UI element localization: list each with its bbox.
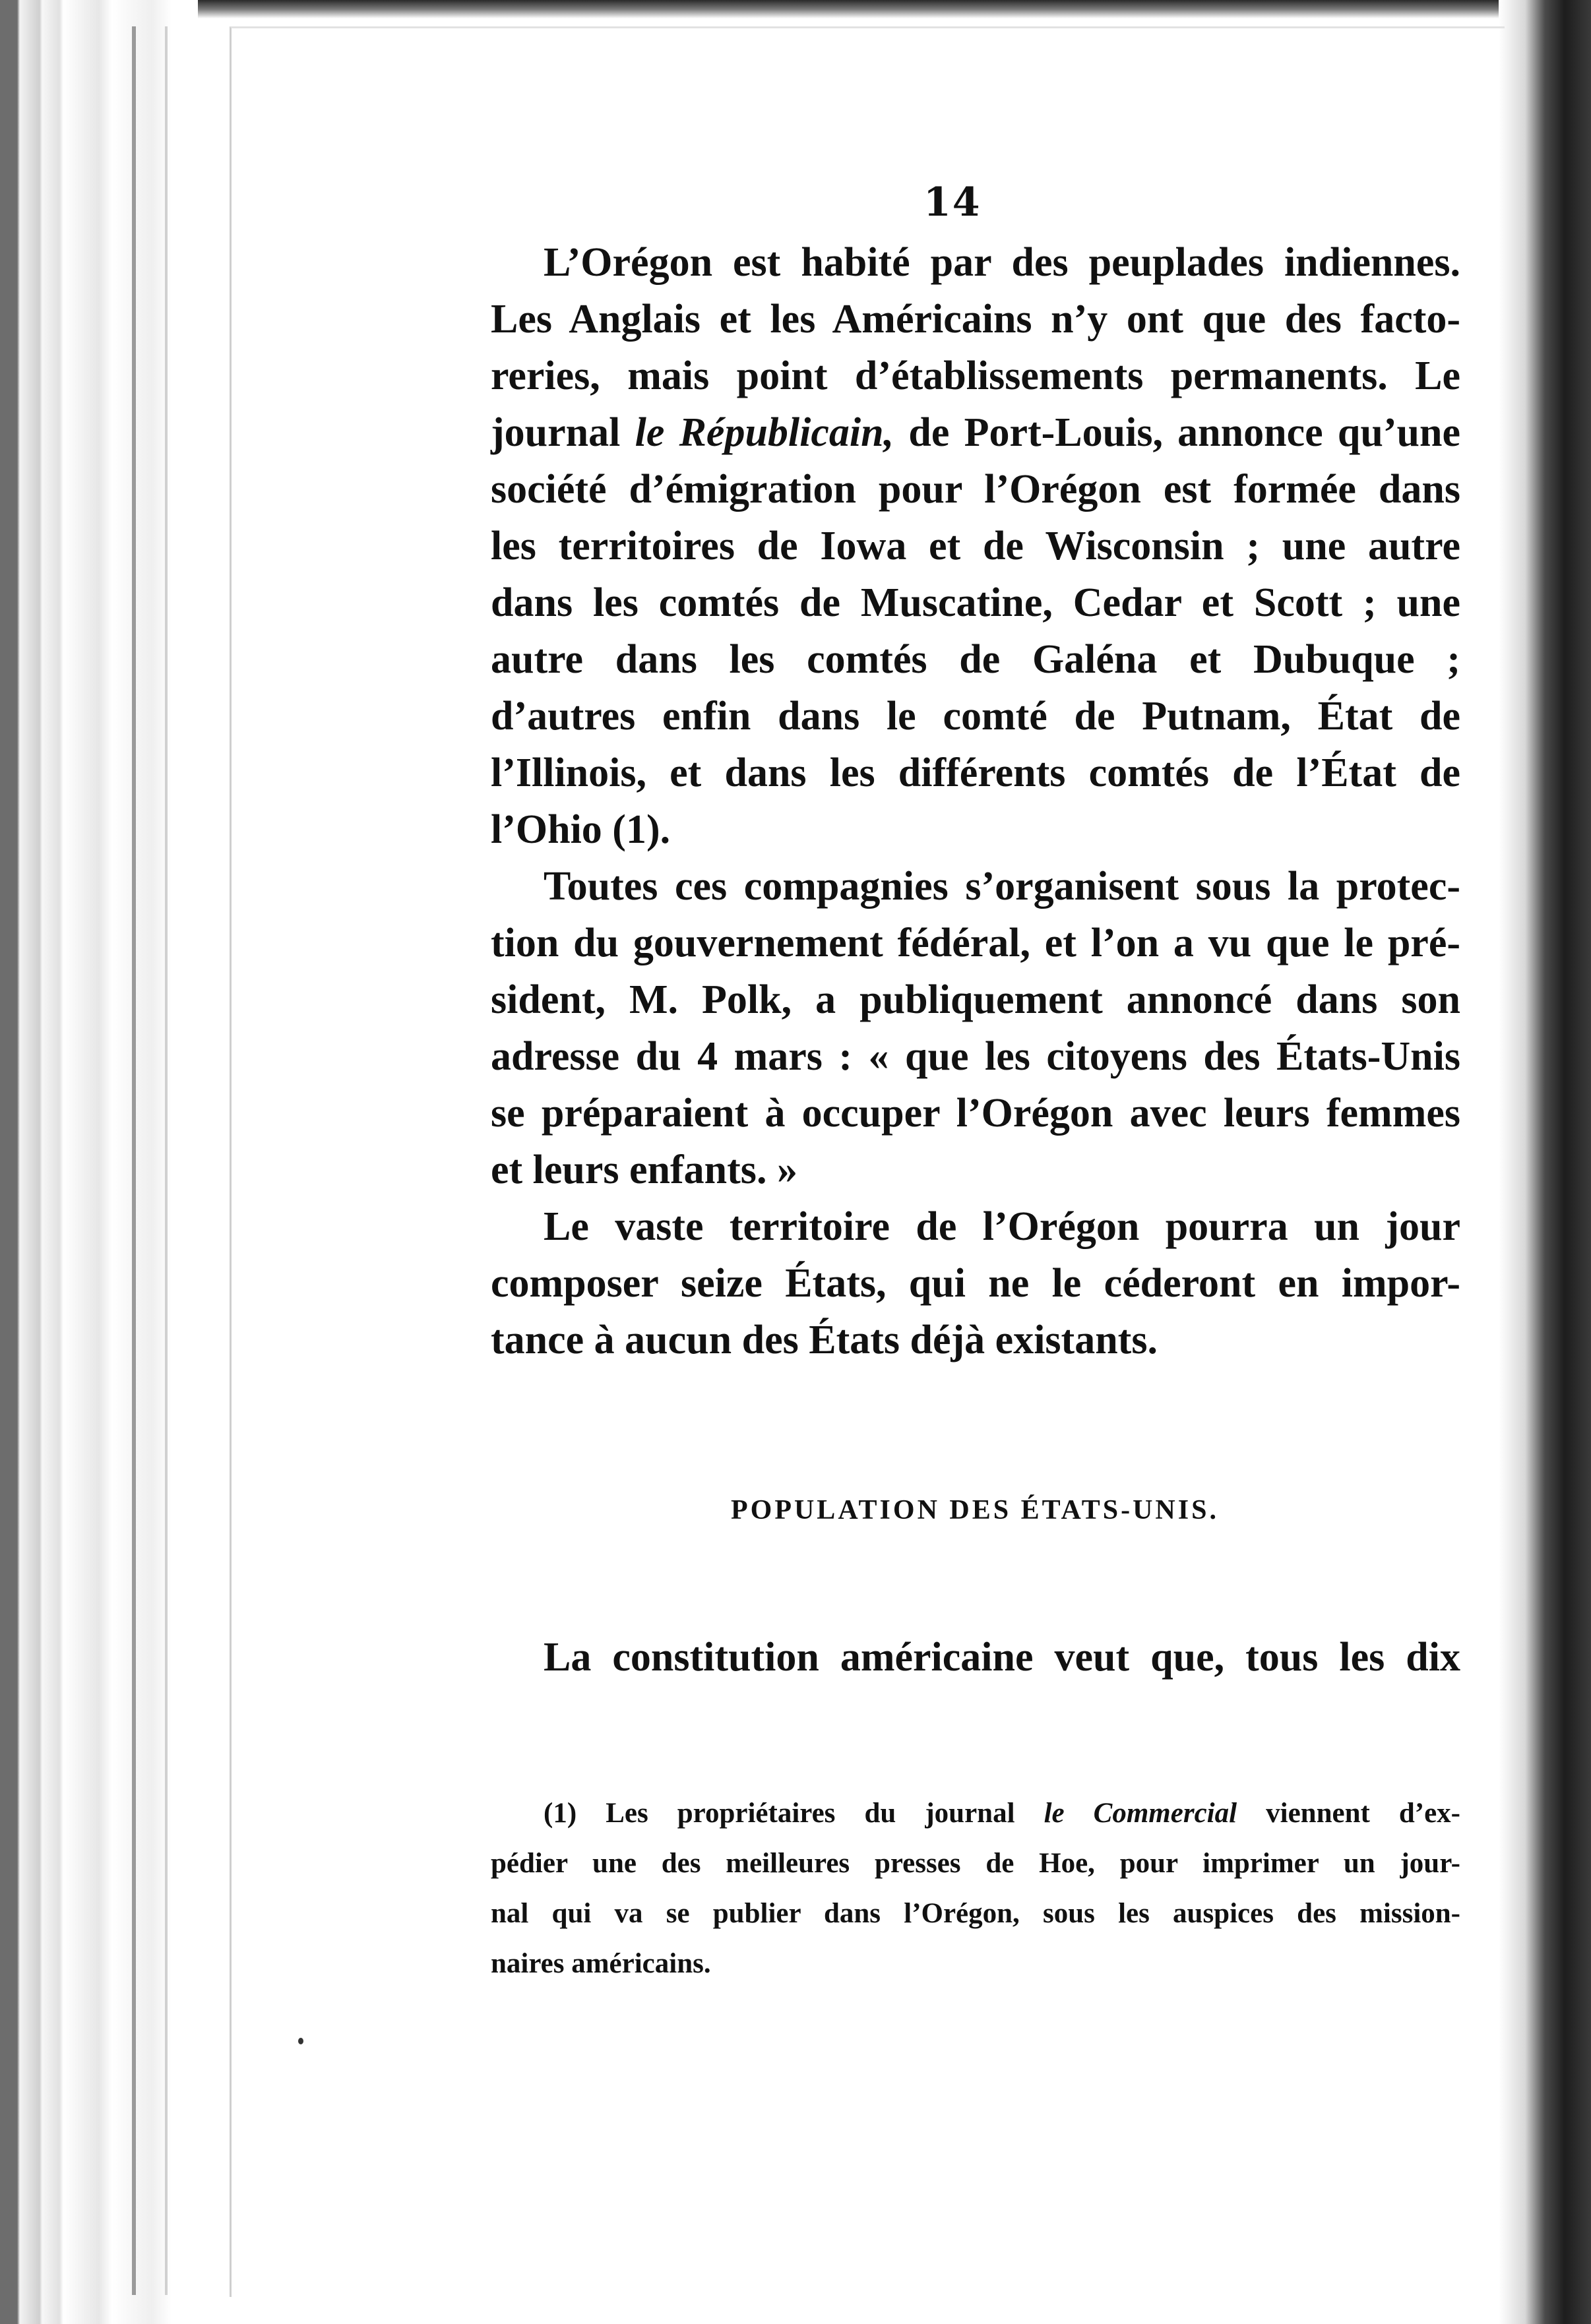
text-line: sident, M. Polk, a publiquement annoncé dans son [491,977,1460,1022]
text-line: et leurs enfants. » [491,1147,797,1192]
paragraph-4-text [491,1629,1460,1686]
text-line: Les Anglais et les Américains n’y ont que des facto- [491,297,1460,342]
text-line: d’autres enfin dans le comté de Putnam, État de [491,694,1460,739]
paragraph-2 [491,858,1460,1198]
section-heading: POPULATION DES ÉTATS-UNIS. [731,1495,1219,1525]
page-right-edge [1499,0,1591,2324]
ink-speck [298,2038,303,2044]
paragraph-3 [491,1198,1460,1368]
text-line: L’Orégon est habité par des peuplades indiennes. [544,240,1460,285]
text-line: Toutes ces compagnies s’organisent sous la protec- [544,864,1460,909]
footnote-line: pédier une des meilleures presses de Hoe, pour imprimer un jour- [491,1848,1460,1879]
text-line: composer seize États, qui ne le céderont en impor- [491,1261,1460,1306]
text-line: l’Illinois, et dans les différents comtés de l’État de [491,750,1460,795]
text-fragment: viennent d’ex- [1237,1798,1460,1829]
text-fragment: (1) Les propriétaires du journal [544,1798,1044,1829]
text-line: Le vaste territoire de l’Orégon pourra un jour [544,1204,1460,1249]
text-line-with-title [491,404,1460,461]
paragraph-1 [491,234,1460,858]
text-fragment: journal [491,410,635,455]
text-line: se préparaient à occuper l’Orégon avec leurs femmes [491,1091,1460,1136]
footnote [491,1789,1460,1989]
page-number: 14 [923,179,982,226]
text-line: tance à aucun des États déjà existants. [491,1318,1158,1362]
text-line: autre dans les comtés de Galéna et Dubuque ; [491,637,1460,682]
book-binding-edge [0,0,198,2324]
footnote-line: naires américains. [491,1948,711,1979]
text-line: dans les comtés de Muscatine, Cedar et Scott ; une [491,580,1460,625]
paragraph-4 [491,1629,1460,1686]
text-line: adresse du 4 mars : « que les citoyens des États-Unis [491,1034,1460,1079]
text-line: tion du gouvernement fédéral, et l’on a vu que le pré- [491,921,1460,965]
newspaper-title: le Républicain, [635,410,894,455]
text-line: les territoires de Iowa et de Wisconsin ; une autre [491,524,1460,568]
text-line: l’Ohio (1). [491,807,671,852]
footnote-line [491,1789,1460,1839]
text-fragment: de Port-Louis, annonce qu’une [894,410,1460,455]
text-line: reries, mais point d’établissements permanents. Le [491,353,1460,398]
body-text [491,168,1460,1368]
scan-top-edge [0,0,1591,18]
text-line: société d’émigration pour l’Orégon est formée dans [491,467,1460,512]
footnote-line: nal qui va se publier dans l’Orégon, sous les auspices des mission- [491,1898,1460,1929]
text-line: La constitution américaine veut que, tous les dix [544,1635,1460,1680]
newspaper-title: le Commercial [1044,1798,1237,1829]
